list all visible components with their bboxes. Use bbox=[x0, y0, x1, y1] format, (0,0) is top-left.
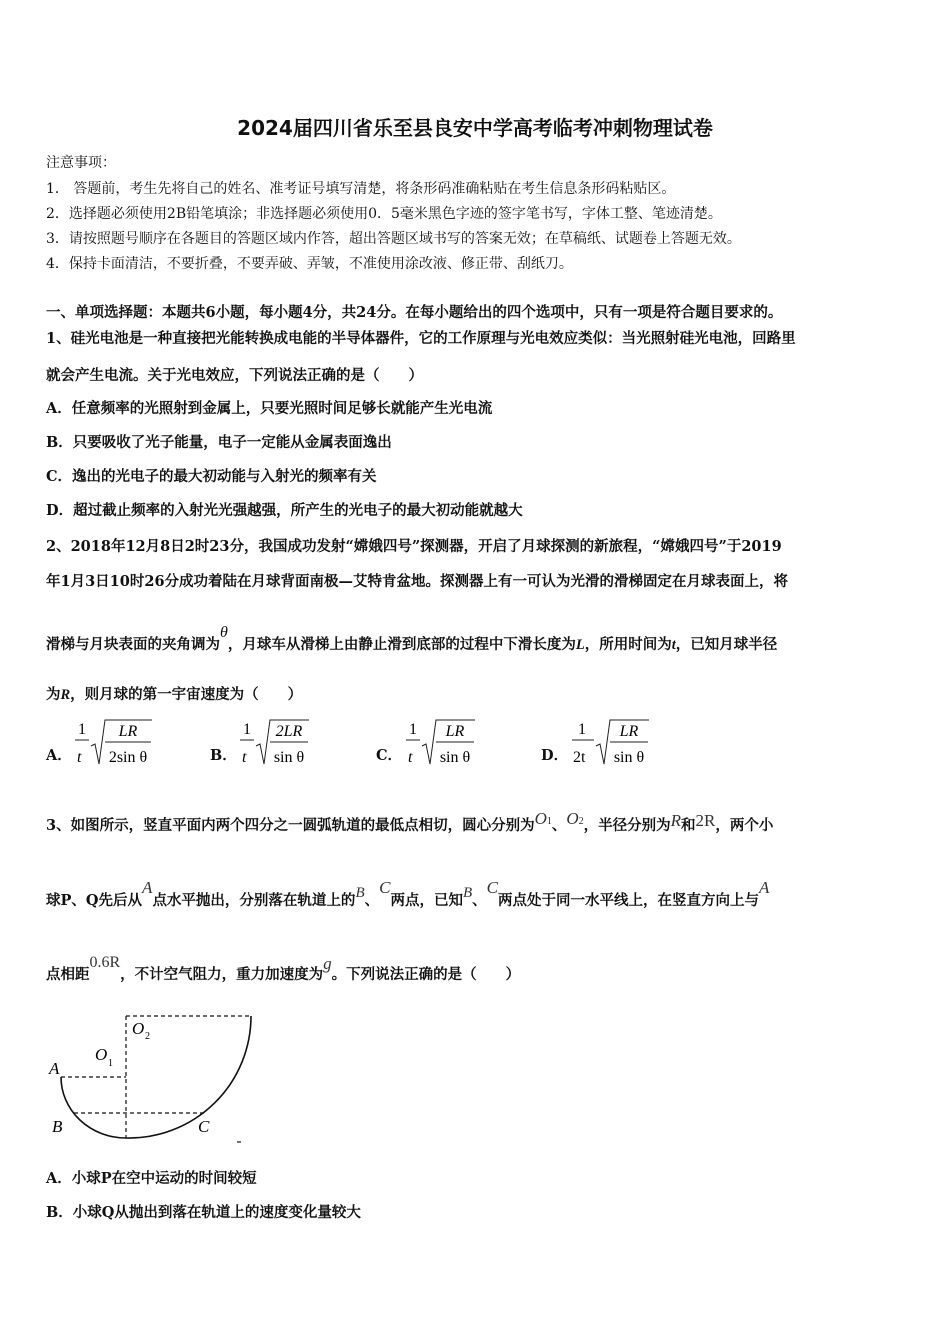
q1-stem-line1: 1、硅光电池是一种直接把光能转换成电能的半导体器件，它的工作原理与光电效应类似：当光照射硅光电池，回路里 bbox=[46, 330, 796, 347]
q2-a-num: 1 bbox=[78, 721, 86, 738]
notice-heading: 注意事项： bbox=[46, 155, 116, 171]
o1-symbol: O1 bbox=[534, 809, 552, 828]
q3-line3-part3: 。下列说法正确的是（ ） bbox=[331, 966, 521, 983]
q2-c-rad-den: sin θ bbox=[439, 749, 471, 766]
q2-b-rad-num: 2LR bbox=[275, 723, 303, 740]
point-c2-symbol: C bbox=[486, 878, 498, 897]
point-b2-symbol: B bbox=[462, 885, 473, 901]
q3-line2-part1: 球P、Q先后从 bbox=[46, 892, 143, 909]
o2-label: O bbox=[132, 1019, 145, 1038]
q1-stem-line2: 就会产生电流。关于光电效应，下列说法正确的是（ ） bbox=[46, 367, 423, 384]
point-b-symbol: B bbox=[355, 885, 365, 901]
q2-c-den: t bbox=[408, 749, 413, 766]
two-r-symbol: 2R bbox=[695, 811, 716, 830]
q2-c-rad-num: LR bbox=[445, 723, 465, 740]
q3-option-b: B．小球Q从抛出到落在轨道上的速度变化量较大 bbox=[46, 1204, 361, 1221]
q1-option-d: D．超过截止频率的入射光光强越强，所产生的光电子的最大初动能就越大 bbox=[46, 502, 523, 519]
q3-line1-part2: ，半径分别为 bbox=[583, 817, 671, 834]
r-symbol: R bbox=[670, 811, 682, 830]
q2-option-d-formula bbox=[569, 714, 659, 770]
radius-symbol: R bbox=[60, 687, 71, 703]
point-c-symbol: C bbox=[379, 878, 391, 897]
q2-a-den: t bbox=[77, 749, 82, 766]
o2-symbol: O2 bbox=[566, 809, 584, 828]
q2-d-rad-num: LR bbox=[619, 723, 639, 740]
o1-sub-label: 1 bbox=[108, 1058, 113, 1069]
q3-stem-line2 bbox=[46, 878, 770, 910]
b-label: B bbox=[52, 1117, 63, 1136]
q1-option-a: A．任意频率的光照射到金属上，只要光照时间足够长就能产生光电流 bbox=[46, 400, 493, 417]
q2-option-c-label: C． bbox=[376, 747, 403, 764]
distance-value: 0.6R bbox=[89, 954, 121, 971]
q2-line4-part1: 为 bbox=[46, 686, 61, 703]
point-a-symbol: A bbox=[142, 878, 153, 897]
notice-item-3: 3．请按照题号顺序在各题目的答题区域内作答，超出答题区域书写的答案无效；在草稿纸、试题卷上答题无效。 bbox=[46, 231, 741, 247]
page-title: 2024届四川省乐至县良安中学高考临考冲刺物理试卷 bbox=[237, 116, 713, 140]
q3-stem-line3 bbox=[46, 954, 521, 984]
theta-symbol: θ bbox=[220, 624, 228, 641]
q2-b-num: 1 bbox=[243, 721, 251, 738]
notice-item-4: 4．保持卡面清洁，不要折叠，不要弄破、弄皱，不准使用涂改液、修正带、刮纸刀。 bbox=[46, 256, 573, 272]
q3-line1-part3: ，两个小 bbox=[715, 817, 774, 834]
q3-and: 和 bbox=[681, 817, 696, 834]
section-heading: 一、单项选择题：本题共6小题，每小题4分，共24分。在每小题给出的四个选项中，只有一项是符合题目要求的。 bbox=[46, 304, 783, 321]
notice-item-2: 2．选择题必须使用2B铅笔填涂；非选择题必须使用0．5毫米黑色字迹的签字笔书写，字体工整、笔迹清楚。 bbox=[46, 206, 722, 222]
gravity-symbol: g bbox=[323, 954, 332, 973]
q2-option-b-label: B． bbox=[210, 747, 237, 764]
q2-line3-part2: ，月球车从滑梯上由静止滑到底部的过程中下滑长度为 bbox=[227, 636, 576, 653]
q2-option-c-formula bbox=[403, 714, 483, 770]
q1-option-c: C．逸出的光电子的最大初动能与入射光的频率有关 bbox=[46, 468, 377, 485]
q2-stem-line2: 年1月3日10时26分成功着陆在月球背面南极—艾特肯盆地。探测器上有一可认为光滑的滑梯固定在月球表面上，将 bbox=[46, 573, 789, 590]
q2-line3-part1: 滑梯与月块表面的夹角调为 bbox=[46, 636, 220, 653]
q2-d-rad-den: sin θ bbox=[613, 749, 645, 766]
q2-option-b-formula bbox=[237, 714, 317, 770]
q3-option-a: A．小球P在空中运动的时间较短 bbox=[46, 1170, 257, 1187]
q2-line3-part4: ，已知月球半径 bbox=[675, 636, 778, 653]
c-label: C bbox=[198, 1117, 210, 1136]
q3-sep2: 、 bbox=[364, 892, 380, 909]
q2-a-rad-den: 2sin θ bbox=[108, 749, 148, 766]
point-a2-symbol: A bbox=[758, 878, 770, 897]
q1-option-b: B．只要吸收了光子能量，电子一定能从金属表面逸出 bbox=[46, 434, 392, 451]
q3-track-figure bbox=[44, 1008, 264, 1148]
q3-line3-part2: ，不计空气阻力，重力加速度为 bbox=[120, 966, 324, 983]
q2-line4-part2: ，则月球的第一宇宙速度为（ ） bbox=[70, 686, 303, 703]
q2-b-rad-den: sin θ bbox=[273, 749, 305, 766]
q3-line2-part3: 两点，已知 bbox=[390, 892, 463, 909]
q2-stem-line4 bbox=[46, 683, 302, 704]
q2-stem-line1: 2、2018年12月8日2时23分，我国成功发射“嫦娥四号”探测器，开启了月球探测的新旅程，“嫦娥四号”于2019 bbox=[46, 538, 782, 555]
q2-b-den: t bbox=[242, 749, 247, 766]
q3-stem-line1 bbox=[46, 809, 774, 835]
length-symbol: L bbox=[575, 637, 585, 653]
a-label: A bbox=[49, 1059, 60, 1078]
q2-c-num: 1 bbox=[409, 721, 417, 738]
q3-sep3: 、 bbox=[472, 892, 487, 909]
q3-line2-part2: 点水平抛出，分别落在轨道上的 bbox=[152, 892, 356, 909]
q3-sep1: 、 bbox=[551, 817, 567, 834]
q2-d-num: 1 bbox=[578, 721, 586, 738]
q2-d-den: 2t bbox=[573, 749, 586, 766]
q3-line2-part4: 两点处于同一水平线上，在竖直方向上与 bbox=[497, 892, 759, 909]
q2-stem-line3 bbox=[46, 624, 778, 654]
q3-line1-part1: 3、如图所示，竖直平面内两个四分之一圆弧轨道的最低点相切，圆心分别为 bbox=[46, 817, 535, 834]
q2-line3-part3: ，所用时间为 bbox=[584, 636, 672, 653]
o2-sub-label: 2 bbox=[145, 1031, 150, 1042]
q2-a-rad-num: LR bbox=[118, 723, 138, 740]
notice-item-1: 1． 答题前，考生先将自己的姓名、准考证号填写清楚，将条形码准确粘贴在考生信息条形码粘贴区。 bbox=[46, 181, 676, 197]
small-quarter-arc bbox=[61, 1077, 126, 1138]
o1-label: O bbox=[95, 1045, 108, 1064]
time-symbol: t bbox=[671, 637, 676, 653]
q2-option-d-label: D． bbox=[541, 747, 569, 764]
q3-line3-part1: 点相距 bbox=[46, 966, 90, 983]
q2-option-a-formula bbox=[72, 714, 162, 770]
q2-option-a-label: A． bbox=[46, 747, 72, 764]
